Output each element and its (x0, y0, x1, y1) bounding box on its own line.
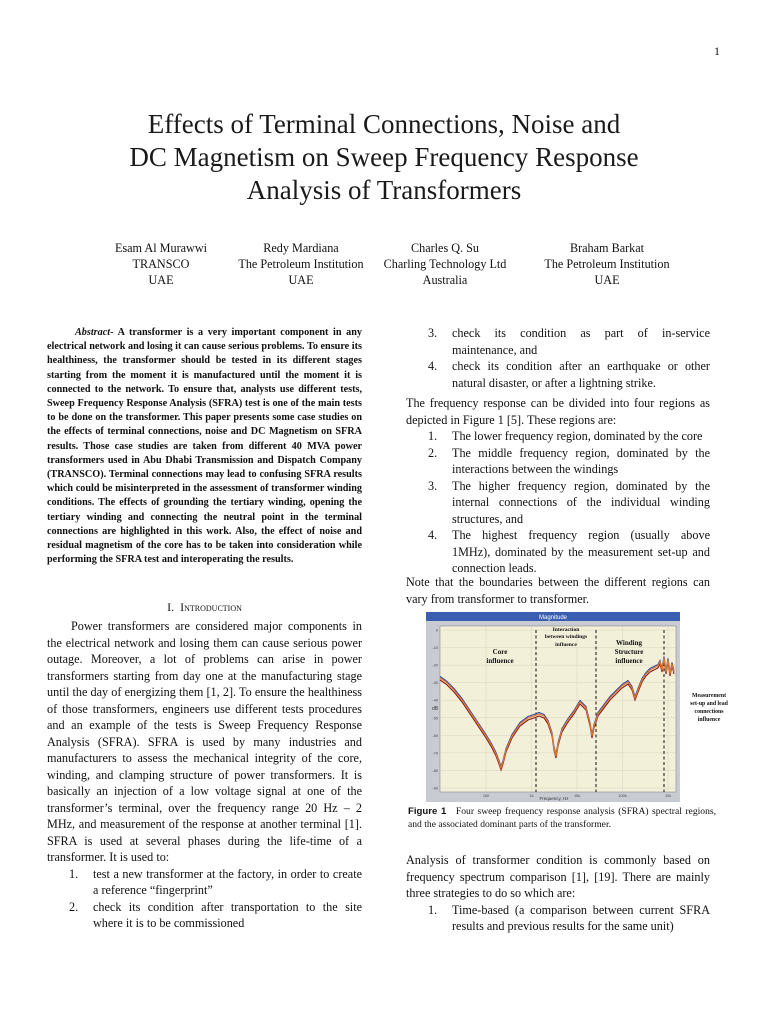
y-tick-label: -80 (432, 768, 438, 773)
paper-title (60, 108, 708, 207)
y-tick-label: -70 (432, 751, 438, 756)
author-block (522, 240, 692, 288)
figure-1 (426, 612, 680, 802)
region-label-winding (604, 639, 654, 666)
list-item (406, 527, 710, 577)
analysis-block (406, 852, 710, 935)
region-label-line: influence (555, 641, 577, 648)
author-country: UAE (148, 273, 174, 287)
page-number: 1 (714, 44, 720, 58)
region-label-line: Winding (616, 639, 642, 647)
list-item (406, 445, 710, 478)
strategies-list (406, 902, 710, 935)
list-number: 1. (428, 429, 438, 443)
region-label-line: Measurement (691, 693, 727, 699)
figure-caption-text: Four sweep frequency response analysis (SFRA) spectral regions, and the associated dominant parts of the transformer. (408, 806, 717, 830)
y-tick-label: -20 (432, 663, 438, 668)
boundaries-note (406, 574, 710, 607)
section-number: I. (167, 600, 175, 614)
list-text: test a new transformer at the factory, in order to create a reference “fingerprint” (93, 866, 362, 897)
list-text: check its condition as part of in-service maintenance, and (452, 326, 710, 357)
abstract-text: A transformer is a very important component in any electrical network and losing it can cause serious problems. To ensure its healthiness, the transformer should be tested in its different stages starting from the moment it is manufactured until the moment it is connected to the network. To ensure that, analysts use different tests, Sweep Frequency Response Analysis (SFRA) test is one of the main tests to be done on the transformer. This paper presents some case studies on the effects of terminal connections, noise and DC Magnetism on SFRA results. Those case studies are taken from different 40 MVA power transformers used in Abu Dhabi Transmission and Dispatch Company (TRANSCO). Terminal connections may lead to confusing SFRA results which could be misinterpreted in the assessment of transformer winding conditions. The effects of grounding the tertiary winding, opening the tertiary winding and connecting the neutral point in the terminal connections are highlighted in this work. Also, the effect of noise and residual magnetism of the core has to be taken into consideration while performing the SFRA test and interoperating the results. (47, 327, 362, 566)
list-text: check its condition after an earthquake or other natural disaster, or after a lightning strike. (452, 359, 710, 390)
title-line: DC Magnetism on Sweep Frequency Response (129, 142, 639, 172)
list-item (406, 478, 710, 528)
author-org: The Petroleum Institution (238, 257, 364, 271)
x-tick-label: 10k (573, 794, 581, 798)
region-label-line: set-up and lead (690, 701, 728, 707)
list-number: 1. (428, 902, 438, 917)
chart-title: Magnitude (538, 615, 568, 621)
author-org: TRANSCO (132, 257, 190, 271)
x-tick-label: 100k (618, 794, 627, 798)
y-tick-label: -40 (432, 698, 438, 703)
author-block (360, 240, 530, 288)
regions-intro: The frequency response can be divided into four regions as depicted in Figure 1 [5]. These regions are: (406, 396, 710, 427)
y-tick-label: -60 (432, 733, 438, 738)
region-label-line: Core (492, 648, 508, 656)
list-number: 3. (428, 326, 438, 340)
y-tick-label: -90 (432, 786, 438, 791)
x-tick-label: 100 (482, 794, 490, 798)
list-number: 3. (428, 478, 438, 493)
boundaries-text: Note that the boundaries between the different regions can vary from transformer to transformer. (406, 575, 710, 606)
y-axis-label: dB (432, 706, 439, 712)
list-text: The highest frequency region (usually above 1MHz), dominated by the measurement set-up and connection leads. (452, 528, 710, 575)
y-tick-label: 0 (435, 628, 438, 633)
author-org: The Petroleum Institution (544, 257, 670, 271)
author-name: Esam Al Murawwi (114, 241, 208, 255)
regions-block (406, 395, 710, 577)
title-line: Analysis of Transformers (246, 175, 522, 205)
list-text: The lower frequency region, dominated by the core (452, 429, 703, 443)
title-line: Effects of Terminal Connections, Noise and (147, 109, 621, 139)
region-label-core (474, 648, 526, 666)
abstract-label: Abstract- (75, 327, 114, 338)
list-text: Time-based (a comparison between current SFRA results and previous results for the same unit) (452, 902, 710, 933)
region-label-measurement (680, 692, 738, 724)
list-text: The middle frequency region, dominated by the interactions between the windings (452, 445, 710, 476)
list-text: check its condition after transportation to the site where it is to be commissioned (93, 899, 362, 930)
intro-paragraph: Power transformers are considered major components in the electrical network and losing them can cause serious power outage. Moreover, a lot of problems can arise in power transformers starting from day one at the manufacturing stage until the day of energizing them [1, 2]. To ensure the healthiness of those transformers, engineers use different tests procedures and an example of the tests is Sweep Frequency Response Analysis (SFRA). SFRA is used by many industries and manufacturers to assess the mechanical integrity of the core, winding, and clamping structure of power transformers. It is basically an injection of a low voltage signal at one of the transformer’s terminal, over the frequency range 20 Hz – 2 MHz, and measurement of the response at another terminal [1]. SFRA is used at several phases during the life-time of a transformer. It is used to: (47, 619, 362, 864)
list-number: 4. (428, 528, 438, 542)
x-axis-label: Frequency, Hz (539, 796, 569, 801)
region-label-line: Interaction (552, 627, 580, 633)
region-label-line: connections (694, 709, 724, 715)
sfra-uses-list (47, 866, 362, 932)
region-label-line: influence (486, 657, 514, 665)
list-item (47, 866, 362, 899)
author-country: UAE (288, 273, 314, 287)
author-name: Braham Barkat (569, 241, 645, 255)
author-country: UAE (594, 273, 620, 287)
list-item (406, 428, 710, 445)
list-number: 1. (69, 866, 79, 881)
region-label-line: Structure (614, 648, 644, 656)
list-item (47, 899, 362, 932)
author-name: Charles Q. Su (410, 241, 480, 255)
author-country: Australia (422, 273, 468, 287)
sfra-uses-list-continued (406, 325, 710, 391)
y-tick-label: -10 (432, 646, 438, 651)
list-text: The higher frequency region, dominated by the internal connections of the individual winding structures, and (452, 478, 710, 526)
intro-body (47, 618, 362, 932)
region-label-line: influence (615, 657, 643, 665)
regions-list (406, 428, 710, 577)
author-name: Redy Mardiana (263, 241, 339, 255)
region-label-line: between windings (544, 634, 588, 641)
section-title: Introduction (180, 600, 242, 614)
list-item (406, 902, 710, 935)
figure-label: Figure 1 (408, 806, 447, 817)
y-tick-label: -30 (432, 681, 438, 686)
analysis-intro: Analysis of transformer condition is commonly based on frequency spectrum comparison [1], [19]. There are mainly three strategies to do so which are: (406, 853, 710, 900)
list-number: 2. (428, 445, 438, 460)
region-label-interaction (538, 627, 594, 649)
region-label-line: influence (697, 717, 721, 723)
x-tick-label: 1M (665, 794, 671, 798)
figure-caption (408, 805, 716, 831)
section-heading (47, 600, 362, 615)
y-tick-label: -50 (432, 716, 438, 721)
list-number: 2. (69, 899, 79, 914)
abstract (47, 326, 362, 567)
uses-continuation (406, 325, 710, 391)
list-item (406, 325, 710, 358)
list-number: 4. (428, 359, 438, 373)
author-org: Charling Technology Ltd (383, 257, 507, 271)
x-tick-label: 1k (529, 794, 534, 798)
list-item (406, 358, 710, 391)
